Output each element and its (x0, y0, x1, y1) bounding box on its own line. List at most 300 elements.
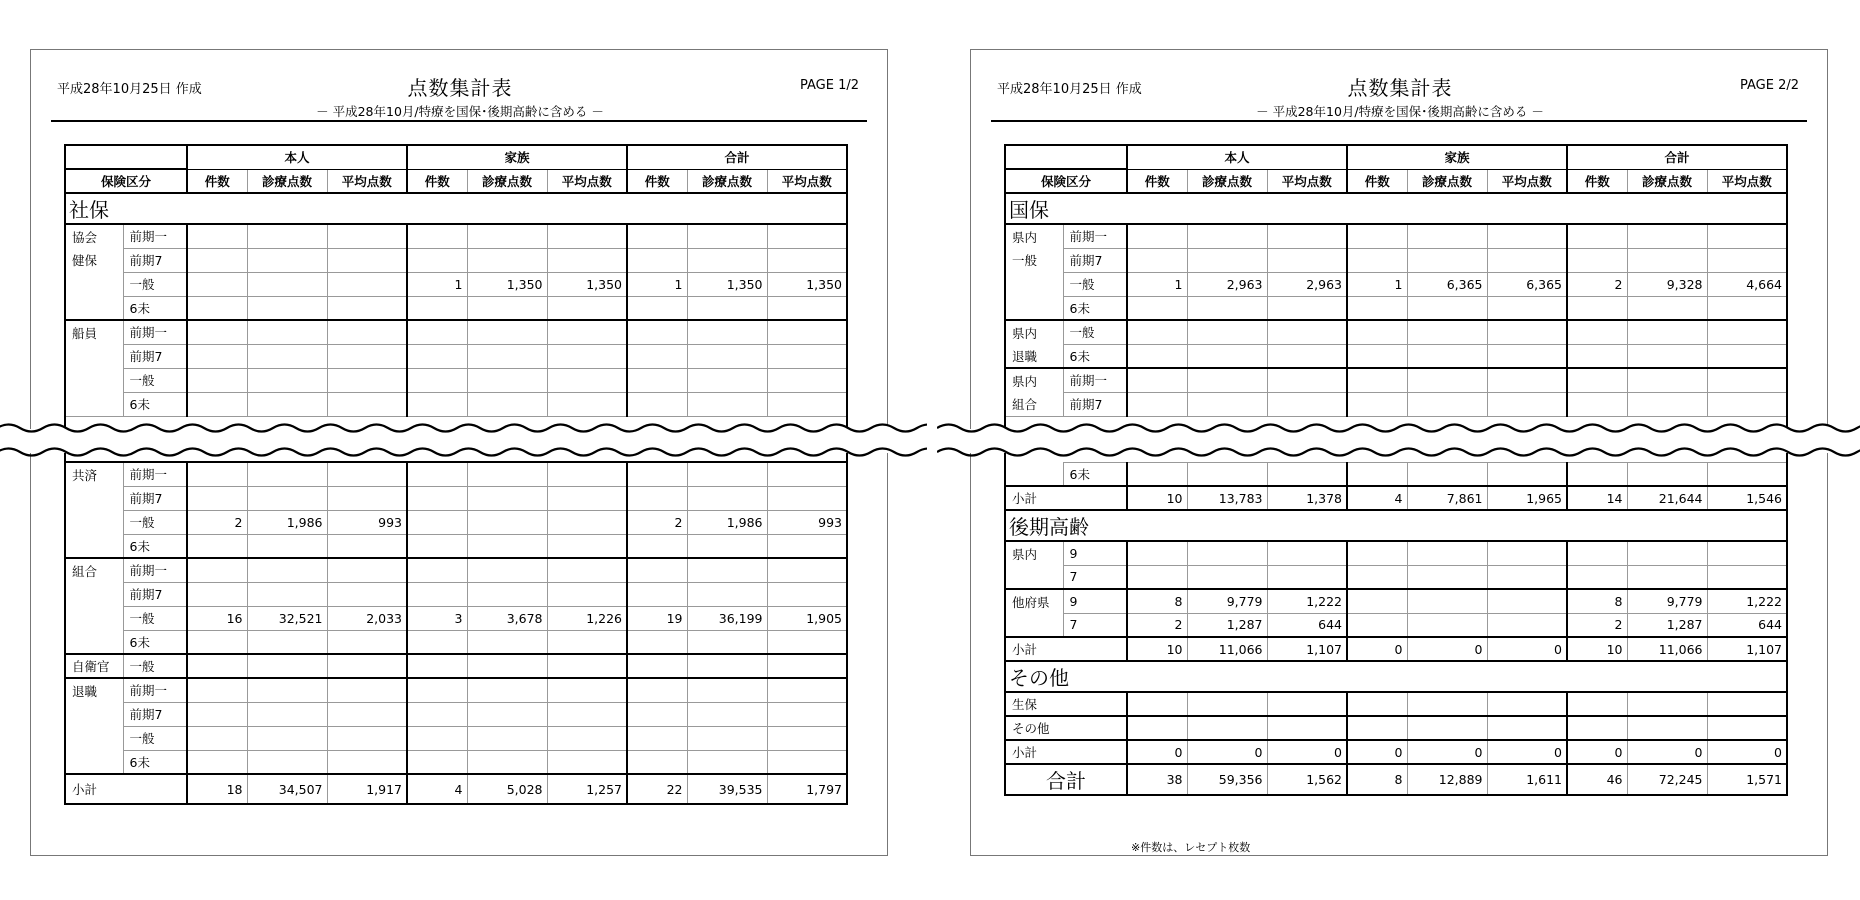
value-cell (1707, 344, 1787, 368)
value-cell (1127, 368, 1187, 392)
value-cell (407, 344, 467, 368)
value-cell (467, 654, 547, 678)
table-row (65, 582, 847, 606)
subcategory-label: 前期一 (123, 558, 187, 582)
value-cell (767, 534, 847, 558)
value-cell (327, 726, 407, 750)
value-cell (1567, 565, 1627, 589)
category-label: 県内 (1005, 541, 1063, 565)
value-cell (687, 296, 767, 320)
value-cell (1567, 320, 1627, 344)
value-cell (247, 272, 327, 296)
value-cell (1187, 344, 1267, 368)
value-cell (247, 702, 327, 726)
section-title-shaho: 社保 (65, 193, 847, 224)
subcategory-label: 前期一 (123, 224, 187, 248)
table-row (1005, 589, 1787, 613)
value-cell (1627, 296, 1707, 320)
value-cell (247, 726, 327, 750)
col-count: 件数 (1127, 169, 1187, 193)
subtotal-value: 1,107 (1707, 637, 1787, 661)
table-row (1005, 716, 1787, 740)
value-cell (1347, 248, 1407, 272)
value-cell (1127, 296, 1187, 320)
value-cell (547, 702, 627, 726)
value-cell: 1 (407, 272, 467, 296)
value-cell (327, 248, 407, 272)
subcategory-label: 一般 (123, 726, 187, 750)
value-cell (767, 368, 847, 392)
table-row (1005, 565, 1787, 589)
value-cell (1347, 296, 1407, 320)
value-cell (1487, 296, 1567, 320)
subcategory-label: 前期一 (123, 320, 187, 344)
value-cell (1127, 344, 1187, 368)
table-row (65, 272, 847, 296)
value-cell (467, 558, 547, 582)
value-cell (1407, 248, 1487, 272)
value-cell (1187, 565, 1267, 589)
value-cell (1487, 589, 1567, 613)
grand-total-value: 1,562 (1267, 764, 1347, 795)
category-label (65, 510, 123, 534)
grand-total-label: 合計 (1005, 764, 1127, 795)
subcategory-label: 6未 (123, 750, 187, 774)
subtotal-value: 18 (187, 774, 247, 804)
value-cell (1627, 392, 1707, 416)
value-cell (327, 320, 407, 344)
value-cell (687, 678, 767, 702)
value-cell (327, 344, 407, 368)
category-label: 生保 (1005, 692, 1127, 716)
subcategory-label: 7 (1063, 613, 1127, 637)
value-cell: 993 (327, 510, 407, 534)
col-count: 件数 (187, 169, 247, 193)
value-cell (767, 678, 847, 702)
value-cell (1127, 392, 1187, 416)
value-cell (767, 224, 847, 248)
subtotal-value: 0 (1627, 740, 1707, 764)
subtotal-value: 14 (1567, 486, 1627, 510)
value-cell: 1,905 (767, 606, 847, 630)
value-cell (627, 392, 687, 416)
value-cell (767, 344, 847, 368)
value-cell (687, 750, 767, 774)
value-cell (687, 320, 767, 344)
subtotal-value: 1,797 (767, 774, 847, 804)
category-label: 自衛官 (65, 654, 123, 678)
value-cell (1487, 368, 1567, 392)
subtotal-value: 1,917 (327, 774, 407, 804)
subcategory-label: 6未 (1063, 462, 1127, 486)
value-cell (1627, 565, 1707, 589)
value-cell: 1,986 (247, 510, 327, 534)
value-cell (1707, 541, 1787, 565)
subcategory-label: 前期一 (123, 462, 187, 486)
value-cell (1487, 320, 1567, 344)
footnote: ※件数は、レセプト枚数 (1131, 841, 1251, 854)
value-cell (767, 582, 847, 606)
table-row (65, 344, 847, 368)
category-label (65, 272, 123, 296)
value-cell (1707, 296, 1787, 320)
table-row (1005, 248, 1787, 272)
value-cell (767, 248, 847, 272)
value-cell (247, 678, 327, 702)
table-row (65, 750, 847, 774)
table-row (1005, 320, 1787, 344)
value-cell: 993 (767, 510, 847, 534)
table-row (65, 678, 847, 702)
value-cell (1347, 613, 1407, 637)
value-cell: 2,963 (1267, 272, 1347, 296)
value-cell (187, 486, 247, 510)
value-cell (1407, 368, 1487, 392)
page-break-wave-icon (0, 417, 927, 463)
value-cell (407, 462, 467, 486)
subtotal-value: 4 (1347, 486, 1407, 510)
section-title-other: その他 (1005, 661, 1787, 692)
grand-total-value: 12,889 (1407, 764, 1487, 795)
col-points: 診療点数 (687, 169, 767, 193)
subcategory-label: 前期7 (1063, 248, 1127, 272)
category-label (1005, 272, 1063, 296)
table-row (65, 654, 847, 678)
value-cell (1707, 716, 1787, 740)
subtotal-value: 0 (1407, 637, 1487, 661)
value-cell (327, 368, 407, 392)
value-cell (1187, 716, 1267, 740)
value-cell (187, 320, 247, 344)
value-cell: 1 (627, 272, 687, 296)
value-cell (687, 654, 767, 678)
category-label (65, 344, 123, 368)
value-cell: 2,963 (1187, 272, 1267, 296)
subtotal-label: 小計 (1005, 486, 1127, 510)
value-cell (187, 678, 247, 702)
score-table-page-2 (1004, 144, 1788, 796)
subcategory-label: 前期7 (123, 344, 187, 368)
value-cell (407, 368, 467, 392)
value-cell: 32,521 (247, 606, 327, 630)
subtotal-value: 5,028 (467, 774, 547, 804)
value-cell: 1,222 (1707, 589, 1787, 613)
value-cell (1407, 613, 1487, 637)
value-cell: 16 (187, 606, 247, 630)
rows-kouki (1005, 541, 1787, 637)
value-cell (1407, 320, 1487, 344)
value-cell (627, 368, 687, 392)
value-cell (247, 368, 327, 392)
score-table-page-1 (64, 144, 848, 805)
report-title: 点数集計表 (407, 76, 513, 100)
table-row (65, 248, 847, 272)
value-cell: 1,986 (687, 510, 767, 534)
value-cell (687, 486, 767, 510)
subtotal-value: 1,257 (547, 774, 627, 804)
category-label: 退職 (1005, 344, 1063, 368)
table-row (1005, 368, 1787, 392)
value-cell (1187, 248, 1267, 272)
rows-kokuho-top (1005, 224, 1787, 416)
value-cell (327, 272, 407, 296)
value-cell (467, 750, 547, 774)
value-cell (547, 462, 627, 486)
category-label: 一般 (1005, 248, 1063, 272)
value-cell (1187, 462, 1267, 486)
value-cell: 9,328 (1627, 272, 1707, 296)
value-cell (1627, 716, 1707, 740)
category-label: その他 (1005, 716, 1127, 740)
group-header-family: 家族 (1347, 145, 1567, 169)
value-cell: 1,287 (1187, 613, 1267, 637)
col-average: 平均点数 (1267, 169, 1347, 193)
value-cell (767, 654, 847, 678)
group-header-self: 本人 (187, 145, 407, 169)
category-header: 保険区分 (65, 169, 187, 193)
value-cell (627, 558, 687, 582)
value-cell (407, 224, 467, 248)
page-break-wave-icon (937, 417, 1860, 463)
rows-kokuho-after-break (1005, 462, 1787, 486)
value-cell (327, 702, 407, 726)
value-cell (547, 224, 627, 248)
subtotal-label: 小計 (1005, 740, 1127, 764)
value-cell (767, 486, 847, 510)
value-cell (407, 486, 467, 510)
value-cell (187, 558, 247, 582)
value-cell (687, 582, 767, 606)
value-cell (467, 368, 547, 392)
value-cell (467, 630, 547, 654)
value-cell (467, 510, 547, 534)
subtotal-value: 13,783 (1187, 486, 1267, 510)
category-label (65, 606, 123, 630)
value-cell (1627, 248, 1707, 272)
col-points: 診療点数 (467, 169, 547, 193)
table-row (1005, 272, 1787, 296)
subcategory-label: 前期7 (123, 702, 187, 726)
value-cell: 1,287 (1627, 613, 1707, 637)
category-header: 保険区分 (1005, 169, 1127, 193)
value-cell (1347, 344, 1407, 368)
value-cell (187, 534, 247, 558)
value-cell: 1,350 (467, 272, 547, 296)
category-label: 県内 (1005, 224, 1063, 248)
value-cell (1567, 296, 1627, 320)
subtotal-label: 小計 (1005, 637, 1127, 661)
value-cell (1567, 368, 1627, 392)
value-cell: 1,350 (767, 272, 847, 296)
value-cell (767, 392, 847, 416)
subcategory-label: 一般 (123, 368, 187, 392)
subtotal-value: 0 (1487, 740, 1567, 764)
value-cell (187, 654, 247, 678)
table-row (1005, 692, 1787, 716)
grand-total-value: 8 (1347, 764, 1407, 795)
value-cell (1407, 589, 1487, 613)
grand-total-value: 59,356 (1187, 764, 1267, 795)
category-label (65, 392, 123, 416)
value-cell (547, 534, 627, 558)
value-cell (1707, 248, 1787, 272)
subtotal-value: 7,861 (1407, 486, 1487, 510)
value-cell (767, 462, 847, 486)
category-label (1005, 462, 1063, 486)
category-label (1005, 296, 1063, 320)
value-cell: 3 (407, 606, 467, 630)
table-row (65, 534, 847, 558)
category-label: 県内 (1005, 320, 1063, 344)
value-cell (467, 486, 547, 510)
subcategory-label: 6未 (123, 534, 187, 558)
value-cell (247, 534, 327, 558)
value-cell: 6,365 (1407, 272, 1487, 296)
value-cell (327, 486, 407, 510)
value-cell (247, 654, 327, 678)
value-cell (407, 726, 467, 750)
value-cell (627, 750, 687, 774)
value-cell (1267, 392, 1347, 416)
value-cell (467, 224, 547, 248)
grand-total-value: 38 (1127, 764, 1187, 795)
table-row (65, 224, 847, 248)
value-cell (627, 582, 687, 606)
value-cell (1267, 224, 1347, 248)
subtotal-value: 22 (627, 774, 687, 804)
subtotal-value: 0 (1187, 740, 1267, 764)
value-cell (467, 344, 547, 368)
value-cell (247, 582, 327, 606)
value-cell (627, 486, 687, 510)
col-count: 件数 (1567, 169, 1627, 193)
subtotal-value: 0 (1347, 637, 1407, 661)
value-cell (467, 462, 547, 486)
subcategory-label: 9 (1063, 541, 1127, 565)
value-cell: 9,779 (1627, 589, 1707, 613)
value-cell (1127, 541, 1187, 565)
table-row (65, 558, 847, 582)
value-cell (1407, 344, 1487, 368)
category-label (65, 368, 123, 392)
value-cell (467, 392, 547, 416)
value-cell: 644 (1707, 613, 1787, 637)
value-cell (547, 678, 627, 702)
subcategory-label: 一般 (123, 606, 187, 630)
category-label (1005, 613, 1063, 637)
value-cell (1347, 565, 1407, 589)
value-cell (1407, 296, 1487, 320)
value-cell: 1,350 (547, 272, 627, 296)
value-cell (247, 320, 327, 344)
value-cell (467, 726, 547, 750)
value-cell (1487, 541, 1567, 565)
value-cell (1187, 224, 1267, 248)
value-cell (1347, 541, 1407, 565)
subtotal-value: 11,066 (1627, 637, 1707, 661)
value-cell (327, 678, 407, 702)
value-cell: 1,226 (547, 606, 627, 630)
value-cell (1487, 462, 1567, 486)
value-cell: 1,222 (1267, 589, 1347, 613)
value-cell (1267, 716, 1347, 740)
subtotal-value: 10 (1127, 486, 1187, 510)
table-row (65, 368, 847, 392)
value-cell (1407, 224, 1487, 248)
rows-bottom (65, 462, 847, 774)
value-cell (547, 582, 627, 606)
value-cell (1627, 692, 1707, 716)
value-cell (1187, 296, 1267, 320)
table-row (65, 486, 847, 510)
value-cell (1567, 692, 1627, 716)
value-cell (187, 248, 247, 272)
table-row (65, 320, 847, 344)
category-label: 健保 (65, 248, 123, 272)
subcategory-label: 前期7 (123, 248, 187, 272)
value-cell (547, 726, 627, 750)
value-cell (247, 630, 327, 654)
category-label (65, 726, 123, 750)
value-cell (687, 344, 767, 368)
value-cell (187, 296, 247, 320)
value-cell (247, 248, 327, 272)
col-count: 件数 (627, 169, 687, 193)
value-cell (407, 654, 467, 678)
value-cell (627, 630, 687, 654)
value-cell (1127, 716, 1187, 740)
value-cell (1267, 248, 1347, 272)
subcategory-label: 6未 (123, 630, 187, 654)
value-cell (1707, 224, 1787, 248)
value-cell (1347, 368, 1407, 392)
value-cell (687, 726, 767, 750)
subtotal-value: 0 (1267, 740, 1347, 764)
value-cell (1407, 565, 1487, 589)
subcategory-label: 6未 (1063, 296, 1127, 320)
value-cell (1187, 392, 1267, 416)
value-cell (467, 320, 547, 344)
value-cell (627, 296, 687, 320)
value-cell (1627, 541, 1707, 565)
value-cell: 8 (1567, 589, 1627, 613)
value-cell: 36,199 (687, 606, 767, 630)
subtotal-value: 1,107 (1267, 637, 1347, 661)
col-count: 件数 (1347, 169, 1407, 193)
value-cell (407, 510, 467, 534)
table-row (65, 630, 847, 654)
subtotal-value: 21,644 (1627, 486, 1707, 510)
subcategory-label: 9 (1063, 589, 1127, 613)
value-cell (467, 248, 547, 272)
value-cell (407, 296, 467, 320)
col-average: 平均点数 (547, 169, 627, 193)
value-cell (1347, 716, 1407, 740)
value-cell (187, 224, 247, 248)
category-label: 他府県 (1005, 589, 1063, 613)
value-cell (1267, 320, 1347, 344)
report-title: 点数集計表 (1347, 76, 1453, 100)
value-cell (1627, 320, 1707, 344)
subtotal-value: 10 (1567, 637, 1627, 661)
subcategory-label: 一般 (123, 654, 187, 678)
page-number: PAGE 1/2 (799, 78, 859, 93)
value-cell (1487, 248, 1567, 272)
value-cell (687, 368, 767, 392)
value-cell (327, 462, 407, 486)
value-cell (1267, 462, 1347, 486)
value-cell (547, 750, 627, 774)
